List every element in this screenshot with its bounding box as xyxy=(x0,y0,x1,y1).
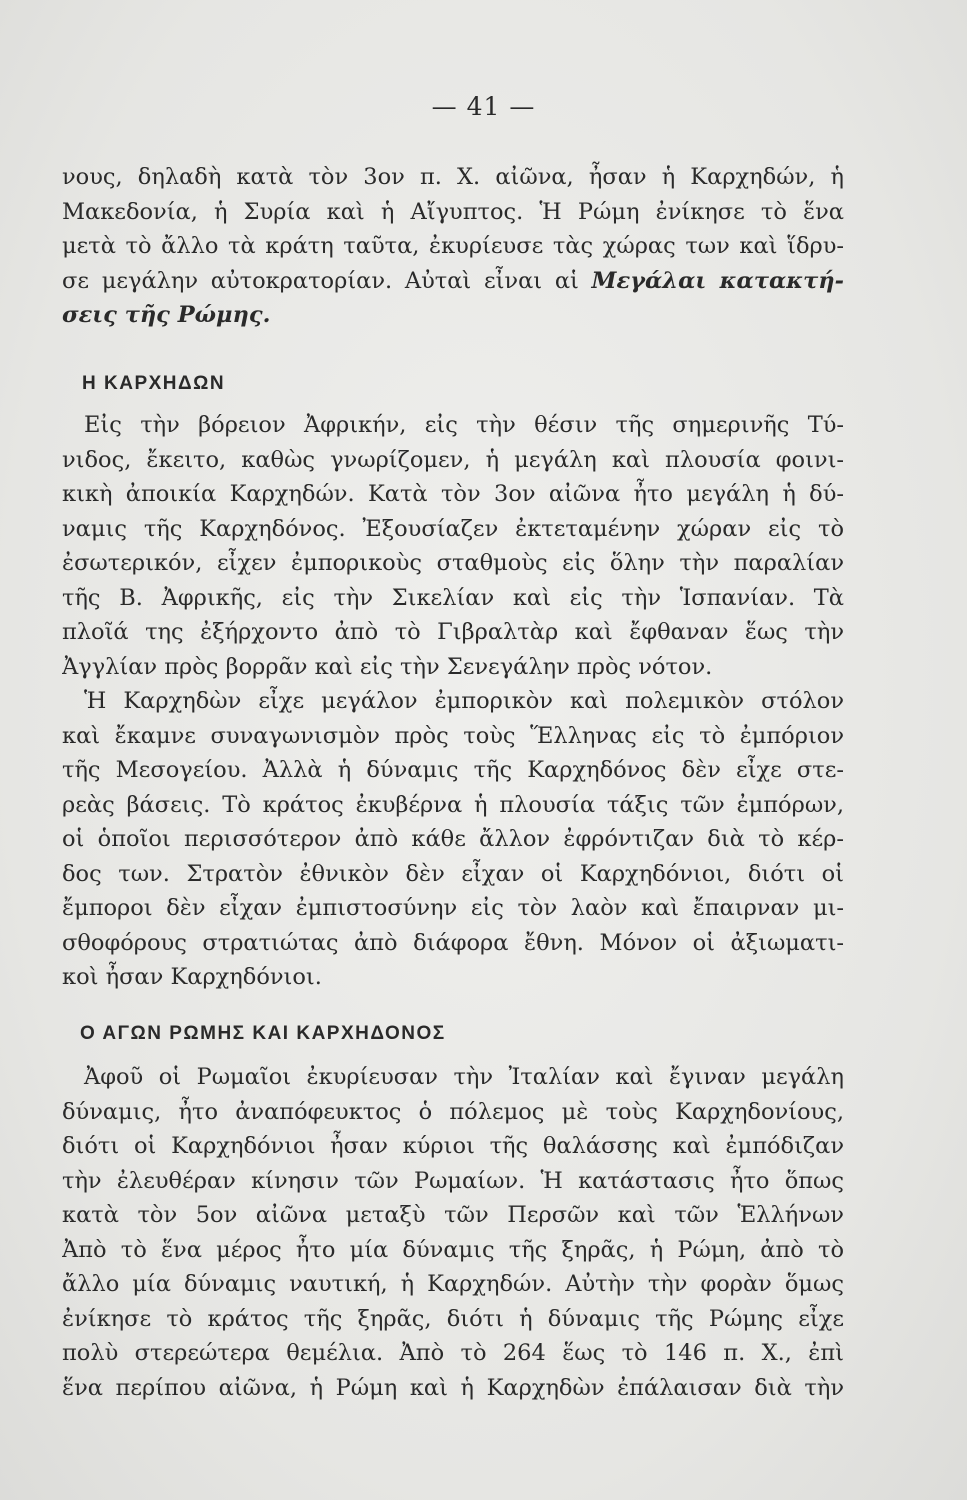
text-line: Ἀπὸ τὸ ἕνα μέρος ἦτο μία δύναμις τῆς ξηρᾶς, ἡ Ρώμη, ἀπὸ τὸ xyxy=(62,1236,844,1263)
text-line: μετὰ τὸ ἄλλο τὰ κράτη ταῦτα, ἐκυρίευσε τὰς χώρας των καὶ ἵδρυ- xyxy=(62,233,844,259)
text-line: διότι οἱ Καρχηδόνιοι ἦσαν κύριοι τῆς θαλάσσης καὶ ἐμπόδιζαν xyxy=(62,1133,844,1159)
section-carthage-body xyxy=(62,408,844,995)
text-line: καὶ ἔκαμνε συναγωνισμὸν πρὸς τοὺς Ἕλληνας εἰς τὸ ἐμπόριον xyxy=(62,722,844,749)
text-line: κατὰ τὸν 5ον αἰῶνα μεταξὺ τῶν Περσῶν καὶ τῶν Ἑλλήνων xyxy=(62,1202,844,1228)
text-line: δύναμις, ἦτο ἀναπόφευκτος ὁ πόλεμος μὲ τοὺς Καρχηδονίους, xyxy=(62,1098,844,1125)
text-line: πλοῖά της ἐξήρχοντο ἀπὸ τὸ Γιβραλτὰρ καὶ ἔφθαναν ἕως τὴν xyxy=(62,619,844,645)
text-line: κικὴ ἀποικία Καρχηδών. Κατὰ τὸν 3ον αἰῶνα ἦτο μεγάλη ἡ δύ- xyxy=(62,481,844,507)
text-line: κοὶ ἦσαν Καρχηδόνιοι. xyxy=(62,964,322,990)
text-line: τῆς Β. Ἀφρικῆς, εἰς τὴν Σικελίαν καὶ εἰς τὴν Ἱσπανίαν. Τὰ xyxy=(62,584,844,611)
section-heading-carthage: Η ΚΑΡΧΗΔΩΝ xyxy=(82,373,226,394)
text-line: ἄλλο μία δύναμις ναυτική, ἡ Καρχηδών. Αὐτὴν τὴν φορὰν ὅμως xyxy=(62,1271,844,1297)
text-line: σθοφόρους στρατιώτας ἀπὸ διάφορα ἔθνη. Μόνον οἱ ἀξιωματι- xyxy=(62,929,844,956)
text-line: ἔμποροι δὲν εἶχαν ἐμπιστοσύνην εἰς τὸν λαὸν καὶ ἔπαιρναν μι- xyxy=(62,895,844,921)
emphasis-text: Μεγάλαι κατακτή- xyxy=(591,267,844,294)
text-line: τὴν ἐλευθέραν κίνησιν τῶν Ρωμαίων. Ἡ κατάστασις ἦτο ὅπως xyxy=(62,1167,844,1194)
text-line: Μακεδονία, ἡ Συρία καὶ ἡ Αἴγυπτος. Ἡ Ρώμη ἐνίκησε τὸ ἕνα xyxy=(62,198,844,225)
section-heading-war: Ο ΑΓΩΝ ΡΩΜΗΣ ΚΑΙ ΚΑΡΧΗΔΟΝΟΣ xyxy=(80,1023,446,1044)
section-war-body xyxy=(62,1060,844,1405)
text-line: νους, δηλαδὴ κατὰ τὸν 3ον π. Χ. αἰῶνα, ἦσαν ἡ Καρχηδών, ἡ xyxy=(62,164,844,190)
text-line: οἱ ὁποῖοι περισσότερον ἀπὸ κάθε ἄλλον ἐφρόντιζαν διὰ τὸ κέρ- xyxy=(62,826,844,852)
text-line: ἐνίκησε τὸ κράτος τῆς ξηρᾶς, διότι ἡ δύναμις τῆς Ρώμης εἶχε xyxy=(62,1305,844,1332)
text-line: δος των. Στρατὸν ἐθνικὸν δὲν εἶχαν οἱ Καρχηδόνιοι, διότι οἱ xyxy=(62,860,844,887)
text-line: ἐσωτερικόν, εἶχεν ἐμπορικοὺς σταθμοὺς εἰς ὅλην τὴν παραλίαν xyxy=(62,550,844,576)
text-line: Ἀφοῦ οἱ Ρωμαῖοι ἐκυρίευσαν τὴν Ἰταλίαν καὶ ἔγιναν μεγάλη xyxy=(84,1064,844,1090)
text-line: νιδος, ἔκειτο, καθὼς γνωρίζομεν, ἡ μεγάλη καὶ πλουσία φοινι- xyxy=(62,446,844,473)
text-line: σε μεγάλην αὐτοκρατορίαν. Αὐταὶ εἶναι αἱ Μεγάλαι κατακτή- xyxy=(62,267,844,294)
text-line: πολὺ στερεώτερα θεμέλια. Ἀπὸ τὸ 264 ἕως τὸ 146 π. Χ., ἐπὶ xyxy=(62,1340,844,1366)
text-line: ρεὰς βάσεις. Τὸ κράτος ἐκυβέρνα ἡ πλουσία τάξις τῶν ἐμπόρων, xyxy=(62,791,844,818)
intro-paragraph xyxy=(62,160,844,333)
text-line: ναμις τῆς Καρχηδόνος. Ἐξουσίαζεν ἐκτεταμένην χώραν εἰς τὸ xyxy=(62,515,844,542)
page-number: — 41 — xyxy=(431,92,536,121)
text-line: Ἡ Καρχηδὼν εἶχε μεγάλον ἐμπορικὸν καὶ πολεμικὸν στόλον xyxy=(84,688,844,714)
text-line: ἕνα περίπου αἰῶνα, ἡ Ρώμη καὶ ἡ Καρχηδὼν ἐπάλαισαν διὰ τὴν xyxy=(62,1374,844,1401)
text-line: τῆς Μεσογείου. Ἀλλὰ ἡ δύναμις τῆς Καρχηδόνος δὲν εἶχε στε- xyxy=(62,757,844,783)
text-line: Εἰς τὴν βόρειον Ἀφρικήν, εἰς τὴν θέσιν τῆς σημερινῆς Τύ- xyxy=(84,412,844,438)
text-line: Ἀγγλίαν πρὸς βορρᾶν καὶ εἰς τὴν Σενεγάλην πρὸς νότον. xyxy=(62,653,713,680)
text-line: σεις τῆς Ρώμης. xyxy=(62,302,271,328)
